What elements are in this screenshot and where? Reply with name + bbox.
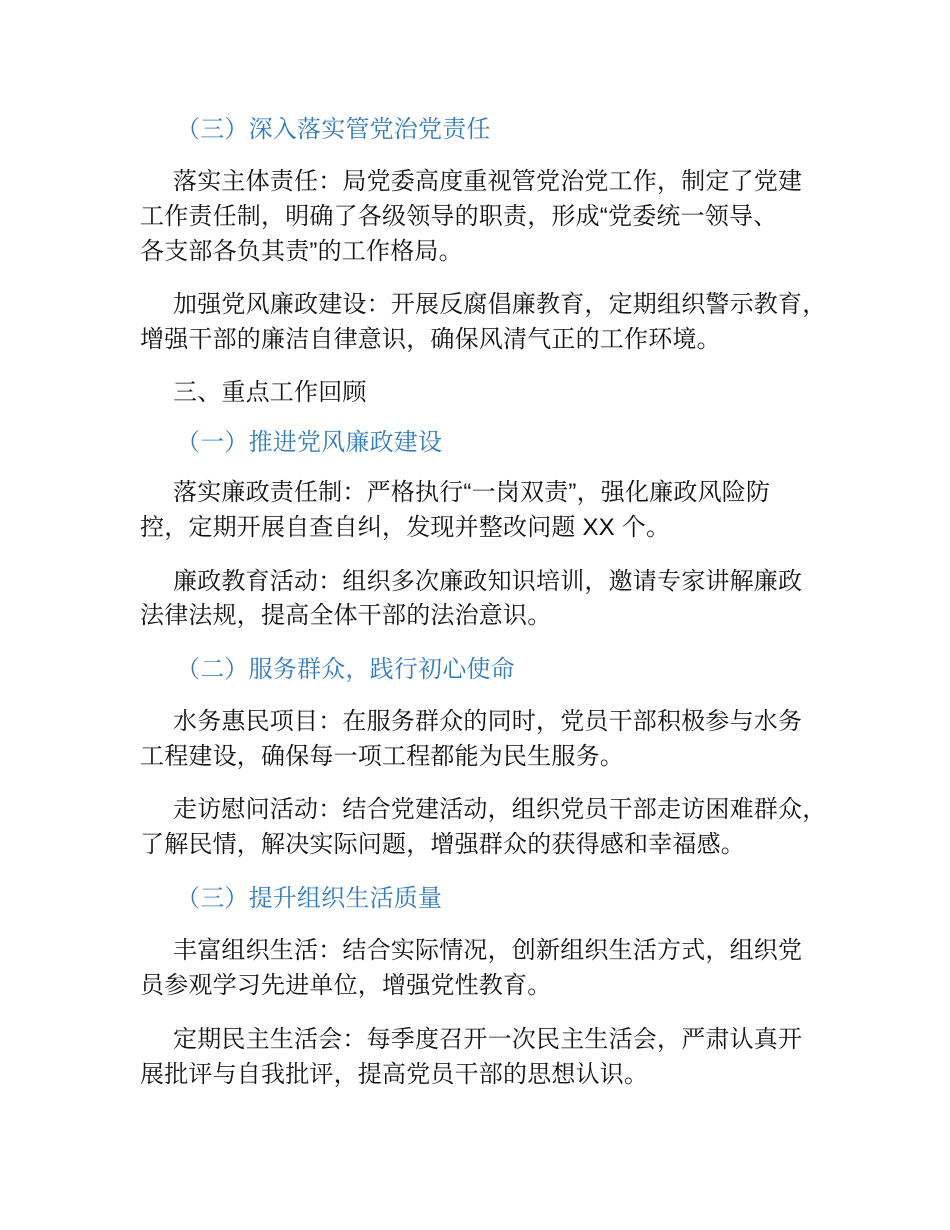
paragraph-line: 了解民情，解决实际问题，增强群众的获得感和幸福感。 — [140, 831, 745, 858]
paragraph-line: 廉政教育活动：组织多次廉政知识培训，邀请专家讲解廉政 — [173, 568, 803, 595]
paragraph-line: 丰富组织生活：结合实际情况，创新组织生活方式，组织党 — [173, 937, 803, 964]
heading-text: （三）提升组织生活质量 — [176, 885, 443, 912]
heading-text: （二）服务群众，践行初心使命 — [176, 656, 515, 683]
paragraph-line: 加强党风廉政建设：开展反腐倡廉教育，定期组织警示教育， — [173, 291, 827, 318]
paragraph-line: 走访慰问活动：结合党建活动，组织党员干部走访困难群众， — [173, 796, 827, 823]
paragraph-line: 落实廉政责任制：严格执行“一岗双责”，强化廉政风险防 — [173, 479, 771, 506]
paragraph-line: 展批评与自我批评，提高党员干部的思想认识。 — [140, 1061, 649, 1088]
paragraph-line: 水务惠民项目：在服务群众的同时，党员干部积极参与水务 — [173, 708, 803, 735]
paragraph-line: 工程建设，确保每一项工程都能为民生服务。 — [140, 743, 624, 770]
paragraph-line: 各支部各负其责”的工作格局。 — [140, 238, 463, 265]
paragraph-line: 控，定期开展自查自纠，发现并整改问题 XX 个。 — [140, 514, 671, 541]
paragraph-line: 工作责任制，明确了各级领导的职责，形成“党委统一领导、 — [140, 203, 778, 230]
heading-text: 三、重点工作回顾 — [173, 379, 367, 406]
paragraph-line: 员参观学习先进单位，增强党性教育。 — [140, 972, 552, 999]
paragraph-line: 增强干部的廉洁自律意识，确保风清气正的工作环境。 — [140, 326, 721, 353]
heading-text: （三）深入落实管党治党责任 — [176, 116, 491, 143]
paragraph-line: 定期民主生活会：每季度召开一次民主生活会，严肃认真开 — [173, 1026, 803, 1053]
paragraph-line: 落实主体责任：局党委高度重视管党治党工作，制定了党建 — [173, 168, 803, 195]
heading-text: （一）推进党风廉政建设 — [176, 429, 443, 456]
paragraph-line: 法律法规，提高全体干部的法治意识。 — [140, 602, 552, 629]
